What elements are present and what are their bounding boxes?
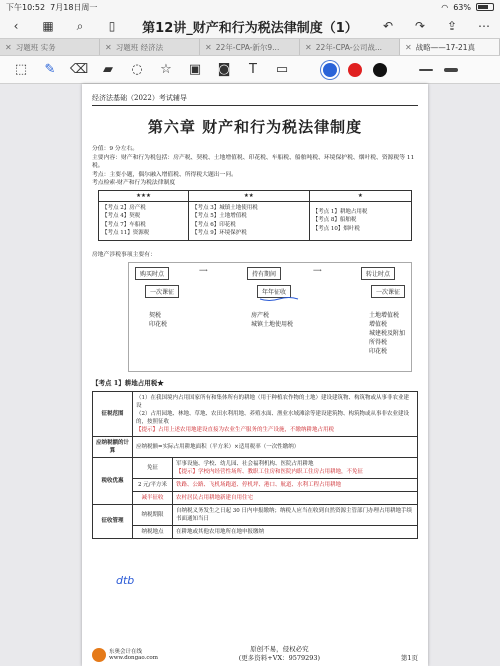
lasso-icon[interactable]: ◌ bbox=[131, 62, 143, 77]
relief-sub-rate: 2 元/平方米 bbox=[133, 478, 173, 491]
relief-sub-exempt: 免征 bbox=[133, 457, 173, 478]
status-date: 7月18日周一 bbox=[50, 2, 98, 12]
back-icon[interactable]: ‹ bbox=[13, 19, 19, 33]
document-title: 第12讲_财产和行为税法律制度（1） bbox=[142, 20, 358, 36]
publisher-logo: 东奥会计在线 www.dongao.com bbox=[92, 648, 158, 662]
row-head-admin: 征收管理 bbox=[93, 504, 133, 538]
wifi-icon: ◠ bbox=[441, 2, 449, 12]
star-col-1: 【考点 1】耕地占用税 【考点 8】船舶税 【考点 10】烟叶税 bbox=[309, 201, 411, 240]
diagram-list-hold: 房产税 城镇土地使用税 bbox=[251, 312, 294, 328]
tab-4[interactable]: ✕ 战略——17-21真 bbox=[400, 39, 500, 55]
eraser-icon[interactable]: ⌫ bbox=[69, 62, 89, 77]
logo-icon bbox=[92, 648, 106, 662]
highlighter-icon[interactable]: ▰ bbox=[103, 62, 113, 77]
diagram-intro: 房地产涉税事项主要有： bbox=[92, 251, 156, 258]
tab-3[interactable]: ✕ 22年-CPA-公司战... bbox=[300, 39, 400, 55]
camera-icon[interactable]: ◙ bbox=[217, 62, 231, 77]
handwritten-note: dtb bbox=[116, 574, 135, 587]
tax-timeline-diagram bbox=[128, 262, 412, 372]
pdf-page bbox=[82, 84, 428, 666]
diagram-box-buy: 购买时点 bbox=[135, 267, 169, 280]
annotation-toolbar bbox=[0, 56, 500, 84]
diagram-sub-transfer: 一次课征 bbox=[371, 285, 405, 298]
image-icon[interactable]: ▣ bbox=[188, 62, 202, 77]
row-head-scope: 征税范围 bbox=[93, 391, 133, 436]
pen-icon[interactable]: ✎ bbox=[44, 62, 56, 77]
relief-rate-cell: 铁路、公路、飞机场跑道、停机坪、港口、航道、水利工程占用耕地 bbox=[173, 478, 418, 491]
text-icon[interactable]: T bbox=[249, 62, 257, 77]
arrow-icon: ⟶ bbox=[313, 267, 322, 274]
diagram-box-transfer: 转让时点 bbox=[361, 267, 395, 280]
stroke-width-icon[interactable] bbox=[444, 68, 458, 72]
footer-copyright: 原创不易，侵权必究 bbox=[250, 645, 309, 653]
status-time: 下午10:52 bbox=[6, 2, 46, 12]
calc-cell: 应纳税额=实际占用耕地面积（平方米）×适用税率（一次性缴纳） bbox=[133, 436, 418, 457]
tab-2[interactable]: ✕ 22年-CPA-新尔9... bbox=[200, 39, 300, 55]
star-col-2: 【考点 3】城镇土地使用税 【考点 5】土地增值税 【考点 6】印花税 【考点 9】环境保护税 bbox=[188, 201, 309, 240]
close-tab-icon[interactable]: ✕ bbox=[305, 42, 312, 52]
grid-icon[interactable]: ▦ bbox=[42, 19, 54, 33]
row-head-relief: 税收优惠 bbox=[93, 457, 133, 504]
admin-deadline-cell: 自纳税义务发生之日起 30 日内申报缴纳；纳税人应当在收到自然资源主管部门办理占用耕地手续书面通知当日 bbox=[173, 504, 418, 525]
battery-icon bbox=[476, 3, 494, 11]
undo-icon[interactable]: ↶ bbox=[382, 19, 394, 33]
relief-half-cell: 农村居民占用耕地新建自用住宅 bbox=[173, 491, 418, 504]
section-title: 【考点 1】耕地占用税★ bbox=[92, 379, 164, 387]
row-head-calc: 应纳税额的计算 bbox=[93, 436, 133, 457]
star-table bbox=[98, 190, 412, 241]
score-text: 分值：9 分左右。 bbox=[92, 146, 139, 152]
color-blue-swatch[interactable] bbox=[323, 63, 337, 77]
comment-icon[interactable]: ▭ bbox=[275, 62, 289, 77]
scope-cell: （1）在我国境内占用国家所有和集体所有的耕地（用于种植农作物的土地）建设建筑物、构筑物或从事非农业建设 （2）占用园地、林地、草地、农田水利用地、养殖水面、渔业水域滩涂等建设建筑物、构筑物或从事非农业建设的，按照征收 【提示】占用上述农用地建设直接为农业生产服务的生产设施，不缴纳耕地占用税 bbox=[133, 391, 418, 436]
admin-place-cell: 在耕地或其他农用地所在地申报缴纳 bbox=[173, 525, 418, 538]
search-icon[interactable]: ⌕ bbox=[76, 18, 84, 33]
more-icon[interactable]: ⋯ bbox=[478, 19, 490, 33]
star-header-1: ★ bbox=[309, 190, 411, 201]
tab-1[interactable]: ✕ 习题班 经济法 bbox=[100, 39, 200, 55]
bookmark-icon[interactable]: ▯ bbox=[108, 19, 116, 33]
relief-exempt-cell: 军事设施、学校、幼儿园、社会福利机构、医院占用耕地 【提示】学校内经营性场所、教职工住房和医院内职工住房占用耕地，不免征 bbox=[173, 457, 418, 478]
chapter-title: 第六章 财产和行为税法律制度 bbox=[147, 118, 363, 136]
tab-0[interactable]: ✕ 习题班 实务 bbox=[0, 39, 100, 55]
document-tabs bbox=[0, 38, 500, 56]
admin-sub-deadline: 纳税期限 bbox=[133, 504, 173, 525]
document-viewport[interactable] bbox=[82, 84, 428, 666]
color-black-swatch[interactable] bbox=[373, 63, 387, 77]
status-bar bbox=[0, 0, 500, 14]
exam-text: 考点：主要小题，偶尔融入增值税、所得税大题出一问。 bbox=[92, 171, 237, 178]
battery-percent: 63% bbox=[453, 2, 471, 12]
admin-sub-place: 纳税地点 bbox=[133, 525, 173, 538]
redo-icon[interactable]: ↷ bbox=[414, 19, 426, 33]
handwritten-underline bbox=[259, 296, 299, 302]
farmland-tax-table bbox=[92, 391, 418, 539]
diagram-sub-buy: 一次课征 bbox=[145, 285, 179, 298]
close-tab-icon[interactable]: ✕ bbox=[105, 42, 112, 52]
page-footer bbox=[92, 644, 418, 662]
star-header-3: ★★★ bbox=[99, 190, 189, 201]
relief-sub-half: 减半征收 bbox=[133, 491, 173, 504]
page-header: 经济法基础（2022）考试辅导 bbox=[92, 93, 418, 106]
diagram-list-buy: 契税 印花税 bbox=[149, 312, 168, 328]
arrow-icon: ⟶ bbox=[199, 267, 208, 274]
content-text: 主要内容：财产和行为税包括：房产税、契税、土地增值税、印花税、车船税、船舶吨税、环境保护税、烟叶税、资源税等 11 税。 bbox=[92, 154, 415, 169]
title-bar bbox=[0, 14, 500, 38]
diagram-box-hold: 持有期间 bbox=[247, 267, 281, 280]
star-header-2: ★★ bbox=[188, 190, 309, 201]
color-red-swatch[interactable] bbox=[348, 63, 362, 77]
close-tab-icon[interactable]: ✕ bbox=[5, 42, 12, 52]
close-tab-icon[interactable]: ✕ bbox=[405, 42, 412, 52]
close-tab-icon[interactable]: ✕ bbox=[205, 42, 212, 52]
share-icon[interactable]: ⇪ bbox=[446, 19, 458, 33]
read-mode-icon[interactable]: ⬚ bbox=[14, 62, 28, 77]
page-number: 第1页 bbox=[400, 654, 418, 662]
footer-contact: (更多资料+VX：9579293) bbox=[238, 654, 321, 662]
stroke-width-icon[interactable] bbox=[419, 69, 433, 71]
shapes-icon[interactable]: ☆ bbox=[160, 62, 172, 77]
star-col-3: 【考点 2】房产税 【考点 4】契税 【考点 7】车船税 【考点 11】资源税 bbox=[99, 201, 189, 240]
checklist-text: 考点检索-财产和行为税法律制度 bbox=[92, 180, 176, 186]
diagram-sub-hold: 年年征收 bbox=[257, 285, 291, 298]
diagram-list-transfer: 土地增值税 增值税 城建税及附加 所得税 印花税 bbox=[369, 312, 406, 355]
